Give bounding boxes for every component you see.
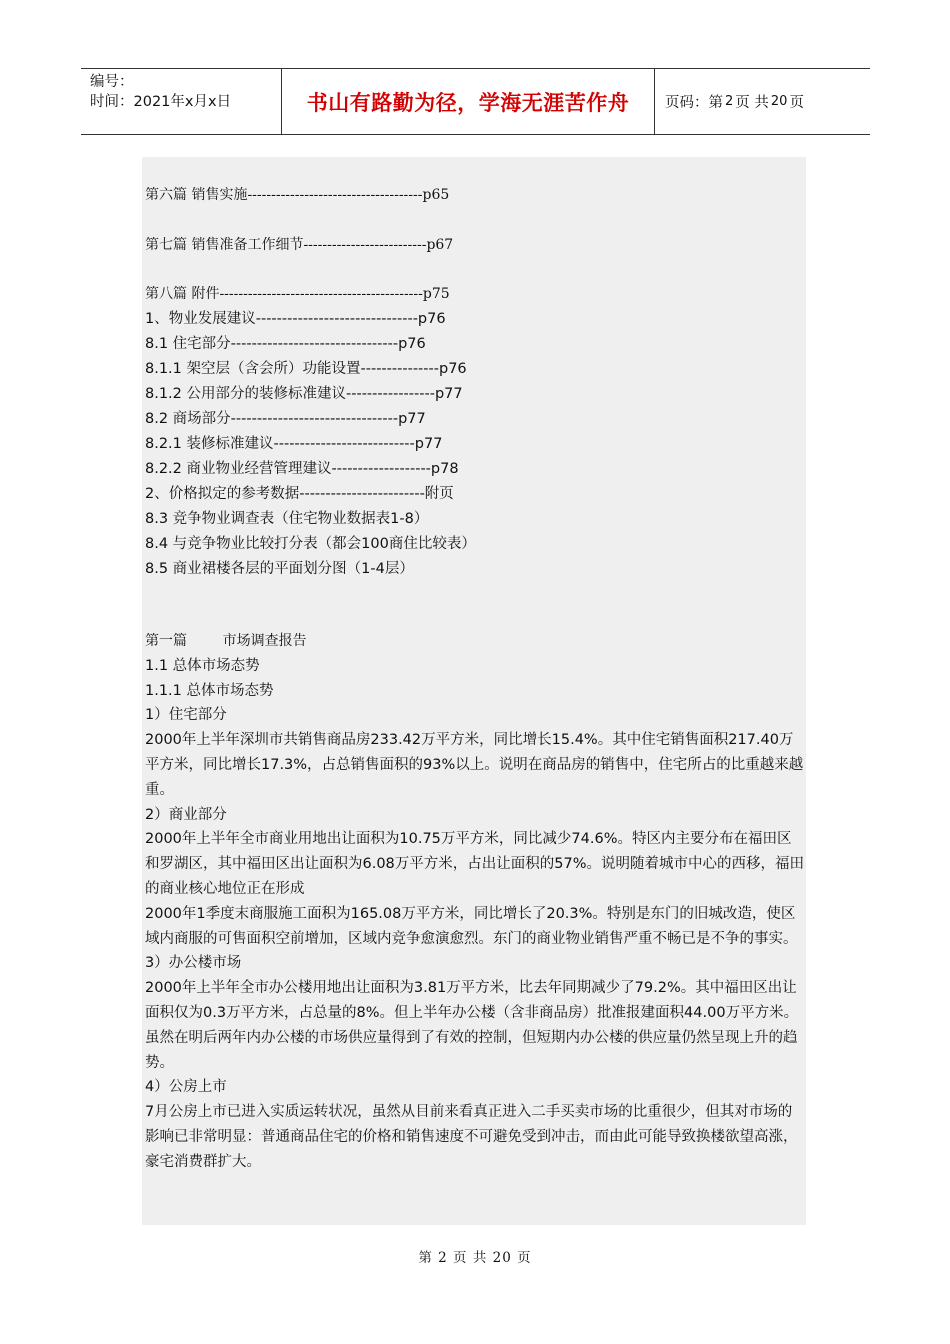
code-label: 编号： [90,74,134,90]
toc-item: 第六篇 销售实施-------------------------------------p65 [145,187,450,203]
header-page-info [655,69,870,134]
section-heading: 1.1 总体市场态势 [145,657,260,674]
toc-item: 1、物业发展建议-------------------------------p76 [145,311,446,327]
page-label-suffix: 页 [789,95,804,111]
paragraph: 2000年上半年全市办公楼用地出让面积为3.81万平方米，比去年同期减少了79.2%。其中福田区出让面积仅为0.3万平方米，占总量的8%。但上半年办公楼（含非商品房）批准报建面积44.00万平方米。 [145,980,799,1021]
time-label: 时间：2021年x月x日 [90,94,232,110]
paragraph: 2000年1季度末商服施工面积为165.08万平方米，同比增长了20.3%。特别是东门的旧城改造，使区域内商服的可售面积空前增加，区域内竞争愈演愈烈。东门的商业物业销售严重不畅已是不争的事实。 [145,905,798,947]
toc-item: 8.2 商场部分--------------------------------p77 [145,411,426,427]
toc-item: 8.1.2 公用部分的装修标准建议-----------------p77 [145,386,463,402]
page-header [81,68,870,135]
item-heading: 1）住宅部分 [145,707,227,724]
toc-item: 2、价格拟定的参考数据------------------------附页 [145,486,454,502]
toc-item: 8.2.1 装修标准建议---------------------------p77 [145,436,443,452]
toc-item: 8.1.1 架空层（含会所）功能设置---------------p76 [145,361,467,377]
paragraph: 2000年上半年全市商业用地出让面积为10.75万平方米，同比减少74.6%。特区内主要分布在福田区和罗湖区，其中福田区出让面积为6.08万平方米，占出让面积的57%。说明随着城市中心的西移，福田的商业核心地位正在形成 [145,831,805,897]
page-total: 20 [770,94,788,109]
page-label-prefix: 页码：第 [665,95,723,111]
header-motto: 书山有路勤为径，学海无涯苦作舟 [282,69,655,134]
subsection-heading: 1.1.1 总体市场态势 [145,682,274,699]
paragraph: 2000年上半年深圳市共销售商品房233.42万平方米，同比增长15.4%。其中住宅销售面积217.40万平方米，同比增长17.3%，占总销售面积的93%以上。说明在商品房的销售中，住宅所占的比重越来越重。 [145,732,804,798]
toc-item: 8.3 竞争物业调查表（住宅物业数据表1-8） [145,511,429,527]
item-heading: 3）办公楼市场 [145,955,242,972]
item-heading: 2）商业部分 [145,806,227,823]
item-heading: 4）公房上市 [145,1079,227,1096]
toc-item: 8.1 住宅部分--------------------------------p76 [145,336,426,352]
chapter-title: 第一篇 市场调查报告 [145,633,307,649]
toc-item: 第七篇 销售准备工作细节--------------------------p67 [145,237,454,253]
toc-item: 8.5 商业裙楼各层的平面划分图（1-4层） [145,561,414,577]
page-footer: 第 2 页 共 20 页 [418,1250,532,1266]
page-label-mid: 页 共 [735,95,769,111]
toc-item: 8.2.2 商业物业经营管理建议-------------------p78 [145,461,459,477]
paragraph: 7月公房上市已进入实质运转状况，虽然从目前来看真正进入二手买卖市场的比重很少，但其对市场的影响已非常明显：普通商品住宅的价格和销售速度不可避免受到冲击，而由此可能导致换楼欲望高涨，豪宅消费群扩大。 [145,1104,798,1170]
toc-item: 第八篇 附件-------------------------------------------p75 [145,286,450,302]
report-section [145,629,805,1175]
page-current: 2 [725,94,734,109]
header-meta [81,69,282,134]
paragraph: 虽然在明后两年内办公楼的市场供应量得到了有效的控制，但短期内办公楼的供应量仍然呈现上升的趋势。 [145,1029,798,1071]
toc-item: 8.4 与竞争物业比较打分表（都会100商住比较表） [145,536,476,552]
